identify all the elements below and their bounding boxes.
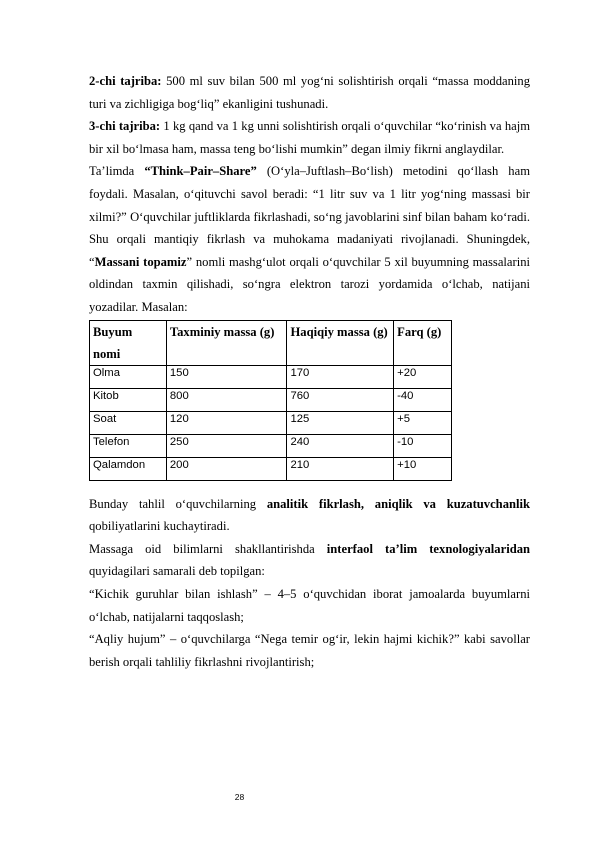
table-cell: Soat bbox=[90, 411, 167, 434]
table-cell: +20 bbox=[394, 365, 452, 388]
tps-method-name: “Think–Pair–Share” bbox=[144, 164, 257, 179]
experiment-2-text: 500 ml suv bilan 500 ml yog‘ni solishtirish orqali “massa moddaning turi va zichligiga bog‘liq” ekanligini tushunadi. bbox=[89, 74, 531, 111]
table-cell: 240 bbox=[287, 434, 394, 457]
table-header-cell: Taxminiy massa (g) bbox=[166, 320, 287, 365]
table-cell: +10 bbox=[394, 457, 452, 480]
table-cell: 800 bbox=[166, 388, 287, 411]
table-cell: Olma bbox=[90, 365, 167, 388]
table-cell: -40 bbox=[394, 388, 452, 411]
table-cell: Telefon bbox=[90, 434, 167, 457]
page-number-text: 28 bbox=[234, 792, 245, 802]
mass-estimation-table bbox=[89, 320, 452, 481]
table-cell: -10 bbox=[394, 434, 452, 457]
tps-text-a: Ta’limda bbox=[89, 164, 145, 179]
table-cell: 210 bbox=[287, 457, 394, 480]
table-cell: 170 bbox=[287, 365, 394, 388]
tps-text-c: (O‘yla–Juftlash–Bo‘lish) metodini qo‘llash ham foydali. Masalan, o‘qituvchi savol beradi: “1 litr suv va 1 litr yog‘ning massasi bir xilmi?” O‘quvchilar juftliklarda fikrlashadi, so‘ng javoblarini sinf bilan baham ko‘radi. Shu orqali mantiqiy fikrlash va muhokama madaniyati rivojlanadi. Shuningdek, “ bbox=[89, 164, 530, 269]
table-cell: 250 bbox=[166, 434, 287, 457]
table-cell: 760 bbox=[287, 388, 394, 411]
interactive-text-c: quyidagilari samarali deb topilgan: bbox=[89, 564, 265, 579]
paragraph-interactive-tech bbox=[89, 538, 530, 583]
analysis-text-c: qobiliyatlarini kuchaytiradi. bbox=[89, 519, 230, 534]
table-cell: 150 bbox=[166, 365, 287, 388]
table-row bbox=[90, 365, 452, 388]
paragraph-brainstorm: “Aqliy hujum” – o‘quvchilarga “Nega temir og‘ir, lekin hajmi kichik?” kabi savollar berish orqali tahliliy fikrlashni rivojlantirish; bbox=[89, 632, 530, 669]
experiment-3-lead: 3-chi tajriba: bbox=[89, 119, 161, 134]
table-header-cell: Haqiqiy massa (g) bbox=[287, 320, 394, 365]
table-cell: 120 bbox=[166, 411, 287, 434]
table-cell: Qalamdon bbox=[90, 457, 167, 480]
document-page bbox=[89, 70, 530, 673]
table-cell: Kitob bbox=[90, 388, 167, 411]
table-header-row bbox=[90, 320, 452, 365]
analysis-skills: analitik fikrlash, aniqlik va kuzatuvchanlik bbox=[266, 496, 530, 511]
table-row bbox=[90, 457, 452, 480]
table-row bbox=[90, 411, 452, 434]
paragraph-experiment-3 bbox=[89, 115, 530, 160]
table-cell: 200 bbox=[166, 457, 287, 480]
spacer bbox=[89, 481, 530, 493]
table-header-cell: Farq (g) bbox=[394, 320, 452, 365]
interactive-text-a: Massaga oid bilimlarni shakllantirishda bbox=[89, 541, 327, 556]
experiment-3-text: 1 kg qand va 1 kg unni solishtirish orqali o‘quvchilar “ko‘rinish va hajm bir xil bo‘lmasa ham, massa teng bo‘lishi mumkin” degan ilmiy fikrni anglaydilar. bbox=[89, 119, 530, 156]
table-row bbox=[90, 388, 452, 411]
paragraph-think-pair-share bbox=[89, 160, 530, 318]
paragraph-analysis bbox=[89, 493, 530, 538]
tps-text-e: ” nomli mashg‘ulot orqali o‘quvchilar 5 xil buyumning massalarini oldindan taxmin qilishadi, so‘ngra elektron tarozi yordamida o‘lchab, natijani yozadilar. Masalan: bbox=[89, 254, 530, 314]
table-cell: +5 bbox=[394, 411, 452, 434]
experiment-2-lead: 2-chi tajriba: bbox=[89, 74, 162, 88]
analysis-text-a: Bunday tahlil o‘quvchilarning bbox=[89, 496, 267, 511]
paragraph-small-groups: “Kichik guruhlar bilan ishlash” – 4–5 o‘quvchidan iborat jamoalarda buyumlarni o‘lchab, natijalarni taqqoslash; bbox=[89, 586, 530, 624]
tps-activity-name: Massani topamiz bbox=[94, 254, 187, 269]
table-cell: 125 bbox=[287, 411, 394, 434]
table-header-cell: Buyum nomi bbox=[90, 320, 167, 365]
page-number bbox=[0, 792, 595, 802]
interactive-tech-name: interfaol ta’lim texnologiyalaridan bbox=[326, 541, 530, 556]
table-row bbox=[90, 434, 452, 457]
paragraph-experiment-2 bbox=[89, 70, 530, 115]
